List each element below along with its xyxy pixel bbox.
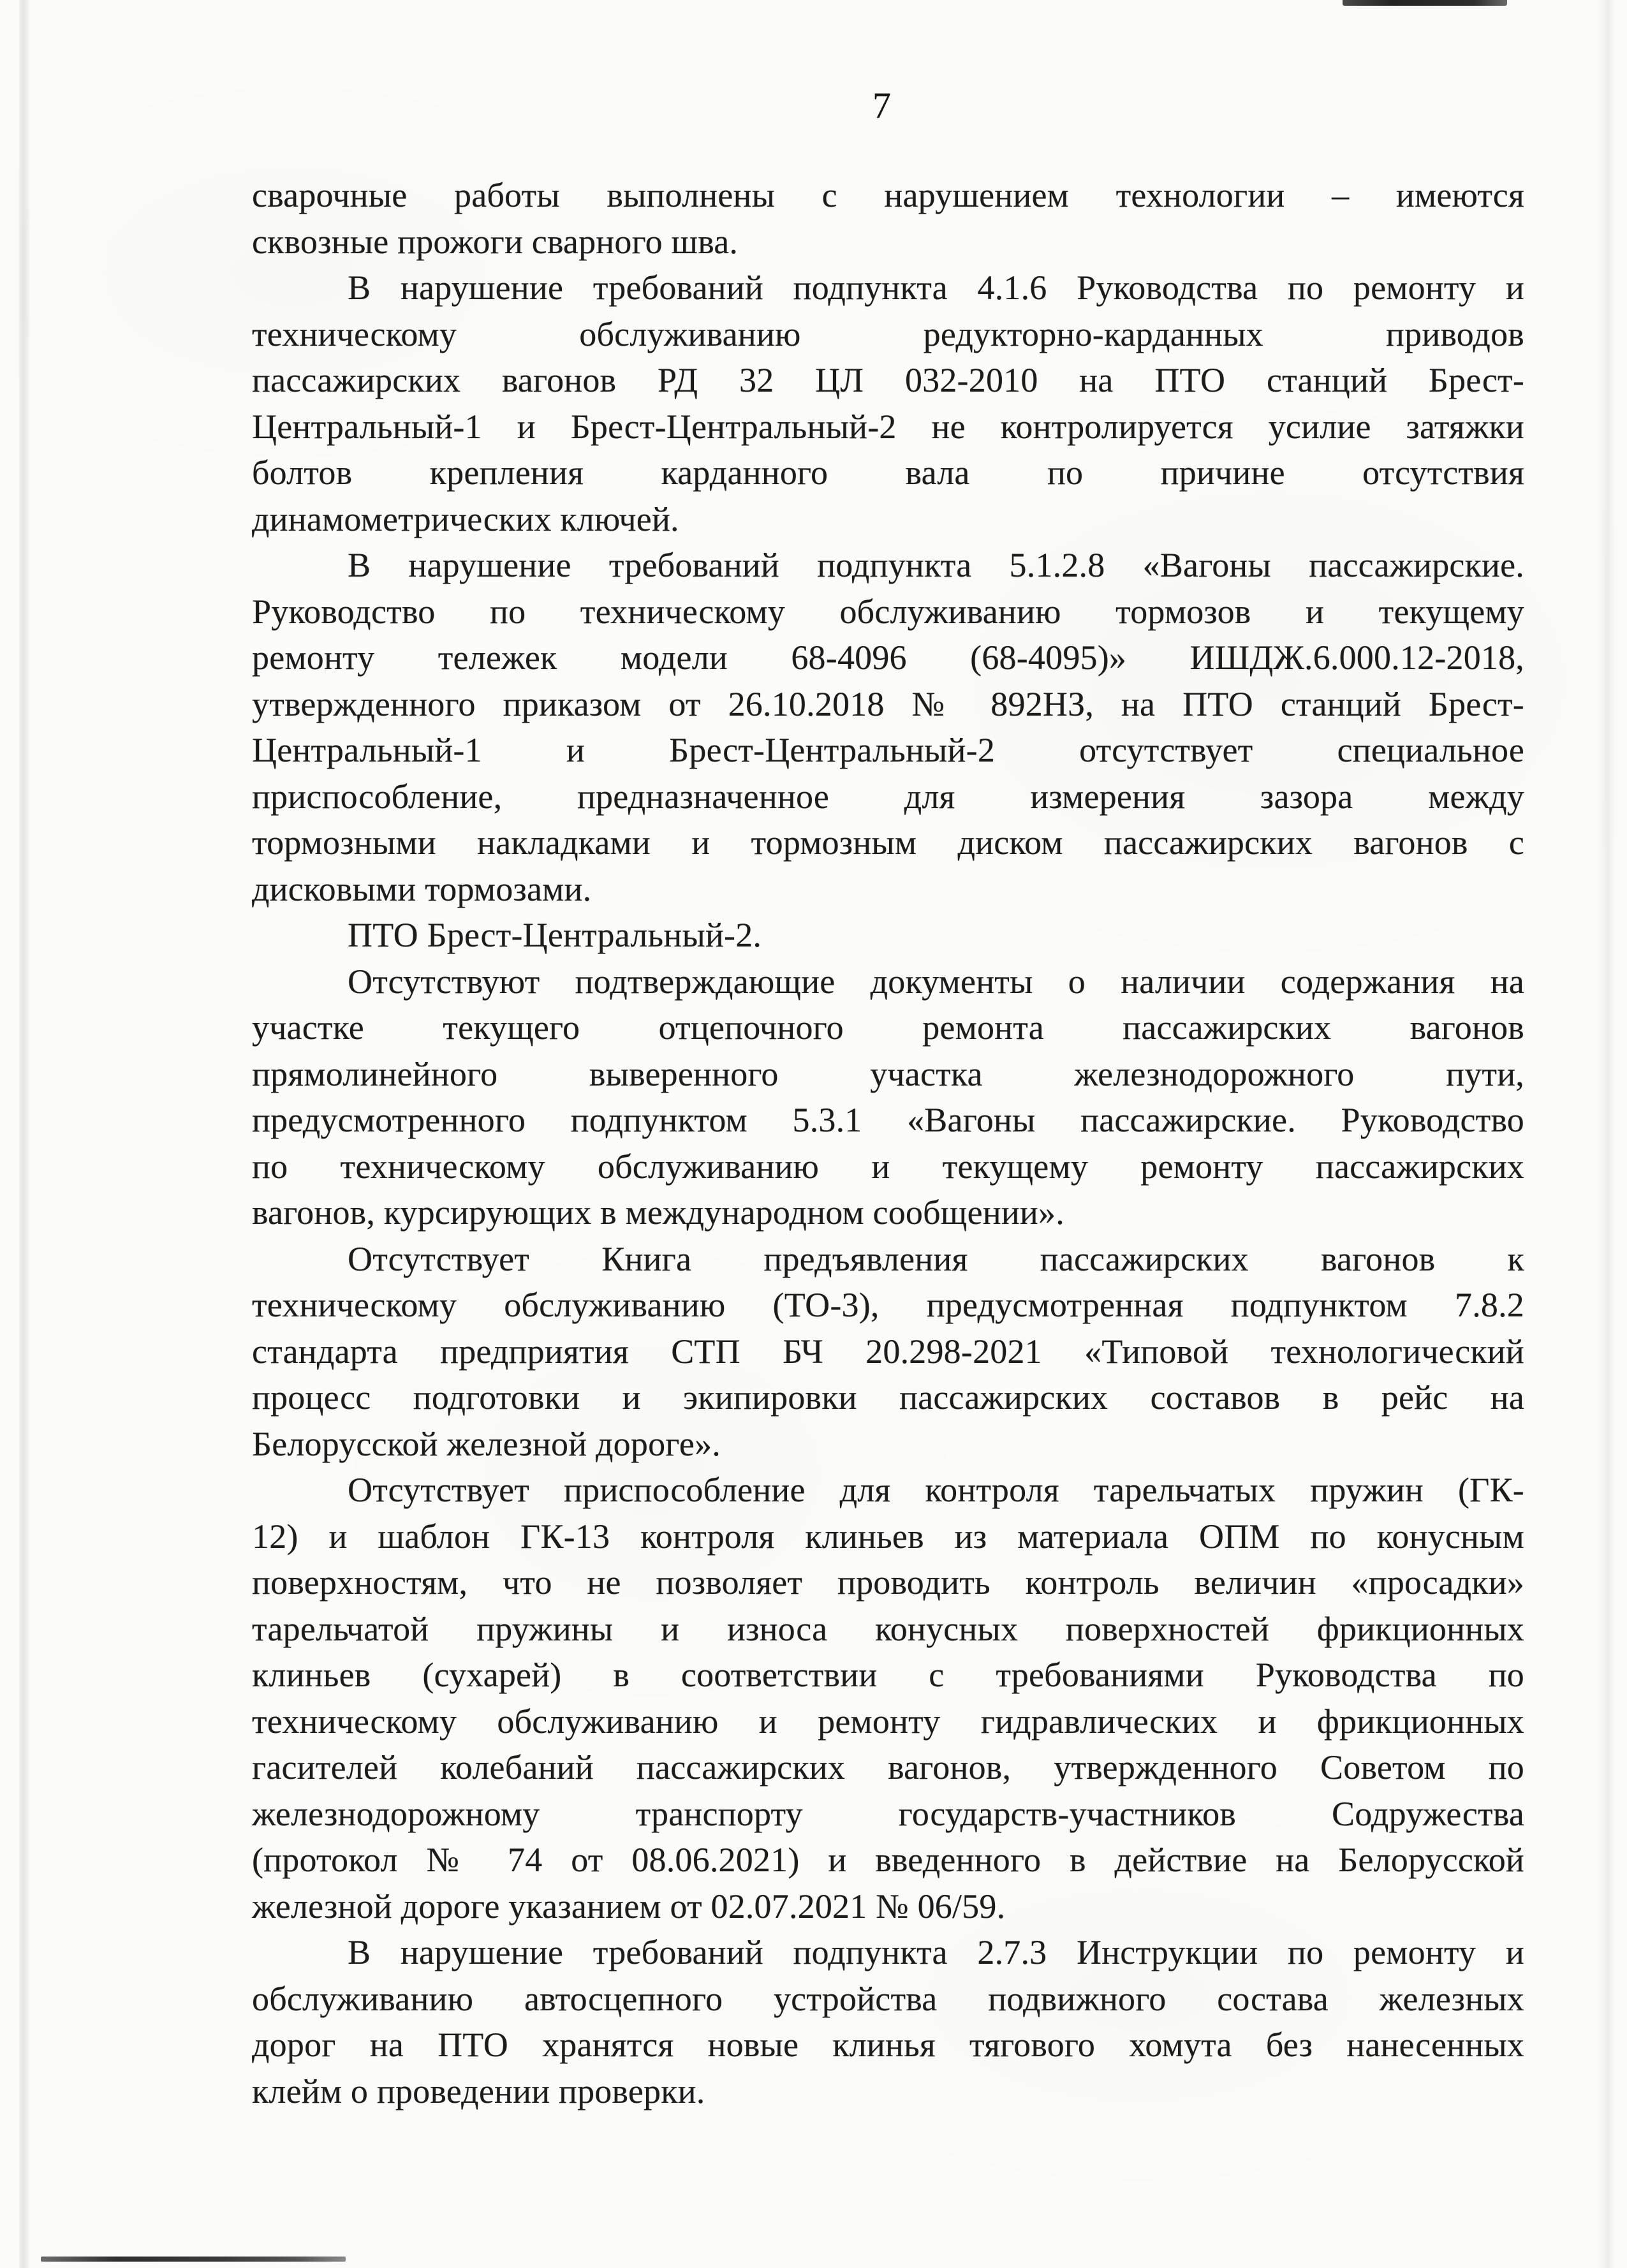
text-line: утвержденного приказом от 26.10.2018 № 892НЗ, на ПТО станций Брест- xyxy=(252,684,1524,723)
paragraph xyxy=(252,172,1524,265)
text-line: Руководство по техническому обслуживанию тормозов и текущему xyxy=(252,592,1524,631)
text-line: Центральный-1 и Брест-Центральный-2 отсутствует специальное xyxy=(252,731,1524,769)
text-line: предусмотренного подпунктом 5.3.1 «Вагоны пассажирские. Руководство xyxy=(252,1101,1524,1139)
text-line: динамометрических ключей. xyxy=(252,499,679,538)
paragraph xyxy=(252,542,1524,912)
text-line: клейм о проведении проверки. xyxy=(252,2072,705,2110)
paragraph xyxy=(252,1467,1524,1929)
right-edge-shadow xyxy=(1598,0,1614,2268)
paragraph xyxy=(252,959,1524,1236)
text-line: железнодорожному транспорту государств-участников Содружества xyxy=(252,1794,1524,1833)
text-line: В нарушение требований подпункта 2.7.3 Инструкции по ремонту и xyxy=(348,1933,1524,1971)
left-edge-shadow xyxy=(19,0,29,2268)
paragraph xyxy=(252,265,1524,542)
paragraph xyxy=(252,1236,1524,1468)
text-line: участке текущего отцепочного ремонта пассажирских вагонов xyxy=(252,1008,1524,1047)
text-line: В нарушение требований подпункта 5.1.2.8 «Вагоны пассажирские. xyxy=(348,546,1524,584)
bottom-scan-bar-artifact xyxy=(41,2257,346,2262)
text-line: железной дороге указанием от 02.07.2021 № 06/59. xyxy=(252,1887,1006,1926)
text-line: техническому обслуживанию редукторно-карданных приводов xyxy=(252,314,1524,353)
text-line: техническому обслуживанию и ремонту гидравлических и фрикционных xyxy=(252,1702,1524,1741)
top-edge-smudge-artifact xyxy=(1343,0,1507,6)
text-line: Отсутствуют подтверждающие документы о наличии содержания на xyxy=(348,962,1524,1001)
text-line: прямолинейного выверенного участка железнодорожного пути, xyxy=(252,1054,1524,1093)
paragraph xyxy=(252,1929,1524,2114)
text-line: стандарта предприятия СТП БЧ 20.298-2021 «Типовой технологический xyxy=(252,1332,1524,1371)
text-line: по техническому обслуживанию и текущему ремонту пассажирских xyxy=(252,1147,1524,1186)
paragraph xyxy=(252,912,1524,959)
document-body xyxy=(252,172,1524,2114)
text-line: Белорусской железной дороге». xyxy=(252,1424,721,1463)
text-line: дисковыми тормозами. xyxy=(252,869,592,908)
text-line: сквозные прожоги сварного шва. xyxy=(252,222,739,261)
text-line: Центральный-1 и Брест-Центральный-2 не контролируется усилие затяжки xyxy=(252,407,1524,446)
text-line: поверхностям, что не позволяет проводить контроль величин «просадки» xyxy=(252,1563,1524,1602)
text-line: тарельчатой пружины и износа конусных поверхностей фрикционных xyxy=(252,1609,1524,1648)
page-number: 7 xyxy=(872,85,891,126)
text-line: дорог на ПТО хранятся новые клинья тягового хомута без нанесенных xyxy=(252,2026,1524,2064)
text-line: техническому обслуживанию (ТО-3), предусмотренная подпунктом 7.8.2 xyxy=(252,1286,1524,1324)
text-line: (протокол № 74 от 08.06.2021) и введенного в действие на Белорусской xyxy=(252,1841,1524,1879)
text-line: В нарушение требований подпункта 4.1.6 Руководства по ремонту и xyxy=(348,269,1524,307)
text-line: обслуживанию автосцепного устройства подвижного состава железных xyxy=(252,1979,1524,2018)
text-line: пассажирских вагонов РД 32 ЦЛ 032-2010 на ПТО станций Брест- xyxy=(252,361,1524,399)
text-line: приспособление, предназначенное для измерения зазора между xyxy=(252,777,1524,816)
text-line: процесс подготовки и экипировки пассажирских составов в рейс на xyxy=(252,1378,1524,1417)
text-line: гасителей колебаний пассажирских вагонов, утвержденного Советом по xyxy=(252,1748,1524,1786)
text-line: сварочные работы выполнены с нарушением технологии – имеются xyxy=(252,176,1524,214)
text-line: ремонту тележек модели 68-4096 (68-4095)» ИШДЖ.6.000.12-2018, xyxy=(252,638,1524,677)
text-line: клиньев (сухарей) в соответствии с требованиями Руководства по xyxy=(252,1656,1524,1694)
text-line: болтов крепления карданного вала по причине отсутствия xyxy=(252,453,1524,492)
text-line: вагонов, курсирующих в международном сообщении». xyxy=(252,1193,1064,1232)
text-line: 12) и шаблон ГК-13 контроля клиньев из материала ОПМ по конусным xyxy=(252,1517,1524,1556)
text-line: Отсутствует приспособление для контроля тарельчатых пружин (ГК- xyxy=(348,1471,1524,1509)
text-line: ПТО Брест-Центральный-2. xyxy=(348,916,762,954)
text-line: Отсутствует Книга предъявления пассажирских вагонов к xyxy=(348,1239,1524,1278)
text-line: тормозными накладками и тормозным диском пассажирских вагонов с xyxy=(252,823,1524,862)
